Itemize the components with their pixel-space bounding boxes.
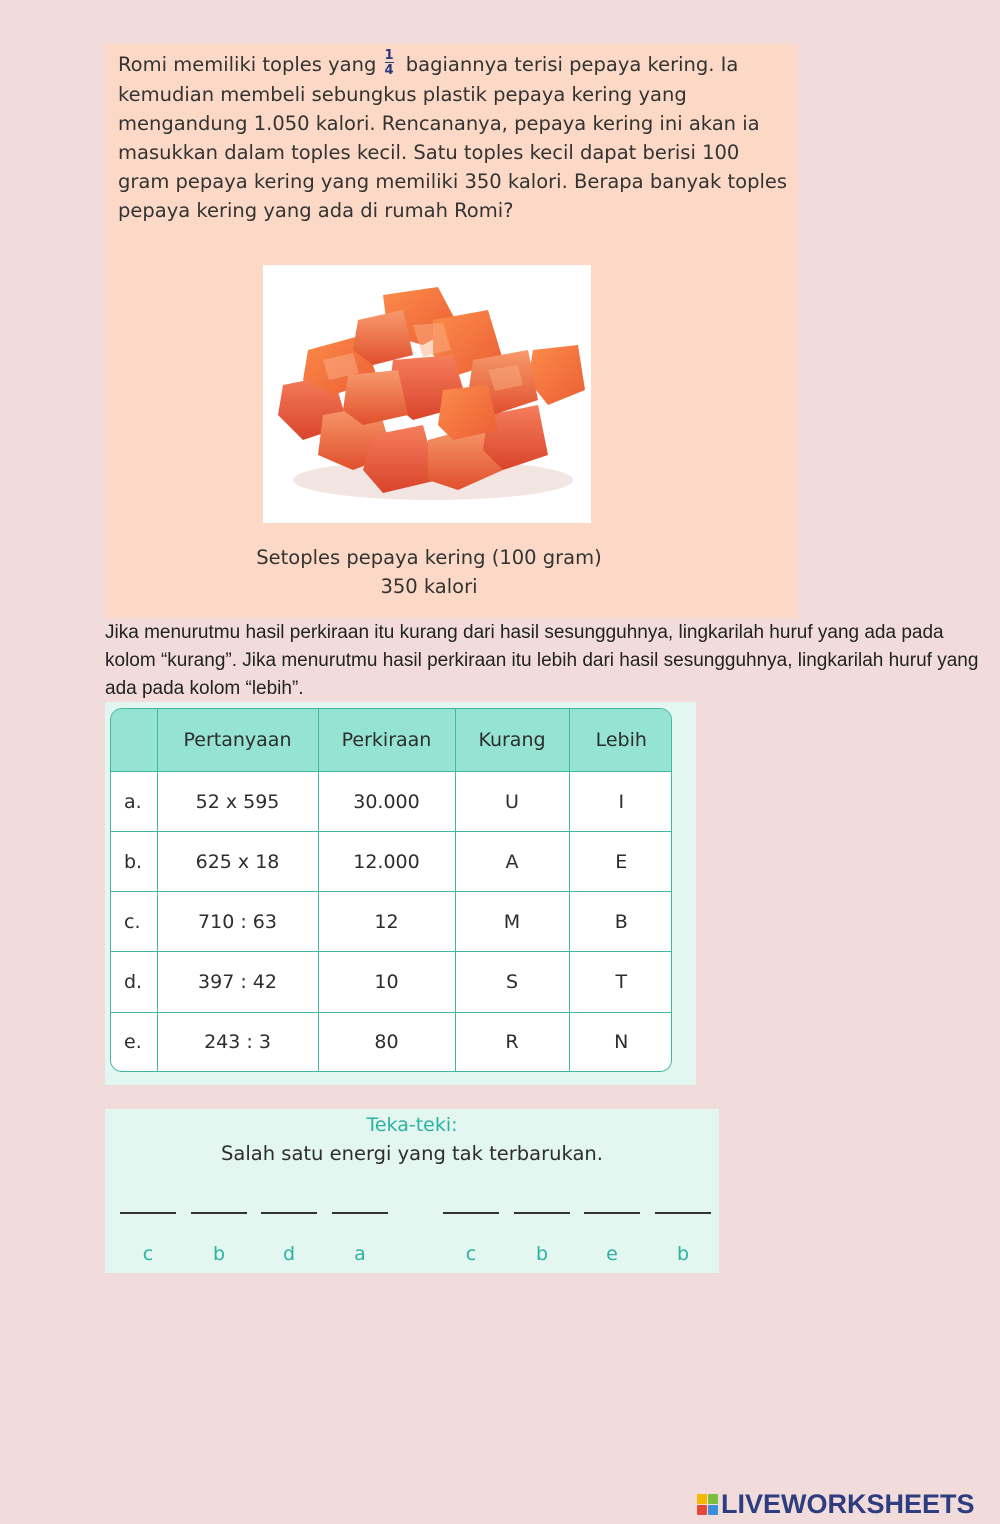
answer-blank-1[interactable]: [120, 1212, 176, 1214]
code-letter: c: [465, 1243, 477, 1265]
table-row: [111, 772, 672, 832]
riddle-panel: [105, 1109, 719, 1273]
estimation-table: [110, 708, 672, 1072]
liveworksheets-logo: [697, 1489, 975, 1519]
kurang-letter-cell[interactable]: R: [455, 1012, 569, 1071]
dried-papaya-photo: [263, 265, 591, 523]
row-label: b.: [111, 832, 157, 892]
row-label: e.: [111, 1012, 157, 1071]
caption-calories: 350 kalori: [380, 575, 478, 598]
table-row: [111, 952, 672, 1012]
header-lebih: Lebih: [569, 709, 672, 772]
answer-blank-4[interactable]: [332, 1212, 388, 1214]
problem-text: [118, 47, 790, 225]
code-letter: b: [535, 1243, 549, 1265]
answer-blank-7[interactable]: [584, 1212, 640, 1214]
row-label: d.: [111, 952, 157, 1012]
fraction-one-quarter: [385, 49, 394, 77]
header-pertanyaan: Pertanyaan: [157, 709, 318, 772]
question-cell: 52 x 595: [157, 772, 318, 832]
header-kurang: Kurang: [455, 709, 569, 772]
fraction-numerator: 1: [384, 47, 394, 63]
table-row: [111, 1012, 672, 1071]
dried-papaya-illustration: [263, 265, 591, 523]
question-cell: 625 x 18: [157, 832, 318, 892]
problem-card: [105, 44, 798, 618]
problem-text-start: Romi memiliki toples yang: [118, 53, 377, 76]
row-label: a.: [111, 772, 157, 832]
estimation-table-panel: [105, 702, 696, 1085]
caption-weight: Setoples pepaya kering (100 gram): [256, 546, 602, 569]
problem-text-rest: bagiannya terisi pepaya kering. Ia kemudian membeli sebungkus plastik pepaya kering yang mengandung 1.050 kalori. Rencananya, pepaya kering ini akan ia masukkan dalam toples kecil. Satu toples kecil dapat berisi 100 gram pepaya kering yang memiliki 350 kalori. Berapa banyak toples pepaya kering yang ada di rumah Romi?: [118, 53, 788, 222]
lebih-letter-cell[interactable]: I: [569, 772, 672, 832]
answer-blank-6[interactable]: [514, 1212, 570, 1214]
code-letter: e: [606, 1243, 618, 1265]
row-label: c.: [111, 892, 157, 952]
header-label: [111, 709, 157, 772]
estimate-cell: 10: [318, 952, 455, 1012]
answer-blank-8[interactable]: [655, 1212, 711, 1214]
code-letter: b: [676, 1243, 690, 1265]
kurang-letter-cell[interactable]: M: [455, 892, 569, 952]
estimate-cell: 80: [318, 1012, 455, 1071]
riddle-title: Teka-teki:: [366, 1114, 458, 1136]
question-cell: 397 : 42: [157, 952, 318, 1012]
estimate-cell: 12: [318, 892, 455, 952]
liveworksheets-logo-icon: [697, 1494, 718, 1515]
table-header-row: [111, 709, 672, 772]
lebih-letter-cell[interactable]: B: [569, 892, 672, 952]
code-letter: c: [142, 1243, 154, 1265]
answer-blank-3[interactable]: [261, 1212, 317, 1214]
answer-blank-2[interactable]: [191, 1212, 247, 1214]
brand-name: LIVEWORKSHEETS: [721, 1488, 975, 1519]
table-row: [111, 892, 672, 952]
table-row: [111, 832, 672, 892]
instruction-text: Jika menurutmu hasil perkiraan itu kurang dari hasil sesungguhnya, lingkarilah huruf yang ada pada kolom “kurang”. Jika menurutmu hasil perkiraan itu lebih dari hasil sesungguhnya, lingkarilah huruf yang ada pada kolom “lebih”.: [105, 622, 979, 699]
lebih-letter-cell[interactable]: T: [569, 952, 672, 1012]
answer-blank-5[interactable]: [443, 1212, 499, 1214]
kurang-letter-cell[interactable]: S: [455, 952, 569, 1012]
fraction-denominator: 4: [384, 62, 394, 78]
code-letter: b: [212, 1243, 226, 1265]
photo-caption: [105, 543, 753, 601]
lebih-letter-cell[interactable]: N: [569, 1012, 672, 1071]
code-letter: a: [354, 1243, 366, 1265]
riddle-question: Salah satu energi yang tak terbarukan.: [221, 1142, 603, 1165]
estimate-cell: 12.000: [318, 832, 455, 892]
kurang-letter-cell[interactable]: A: [455, 832, 569, 892]
header-perkiraan: Perkiraan: [318, 709, 455, 772]
lebih-letter-cell[interactable]: E: [569, 832, 672, 892]
question-cell: 710 : 63: [157, 892, 318, 952]
estimate-cell: 30.000: [318, 772, 455, 832]
code-letter: d: [282, 1243, 296, 1265]
kurang-letter-cell[interactable]: U: [455, 772, 569, 832]
question-cell: 243 : 3: [157, 1012, 318, 1071]
